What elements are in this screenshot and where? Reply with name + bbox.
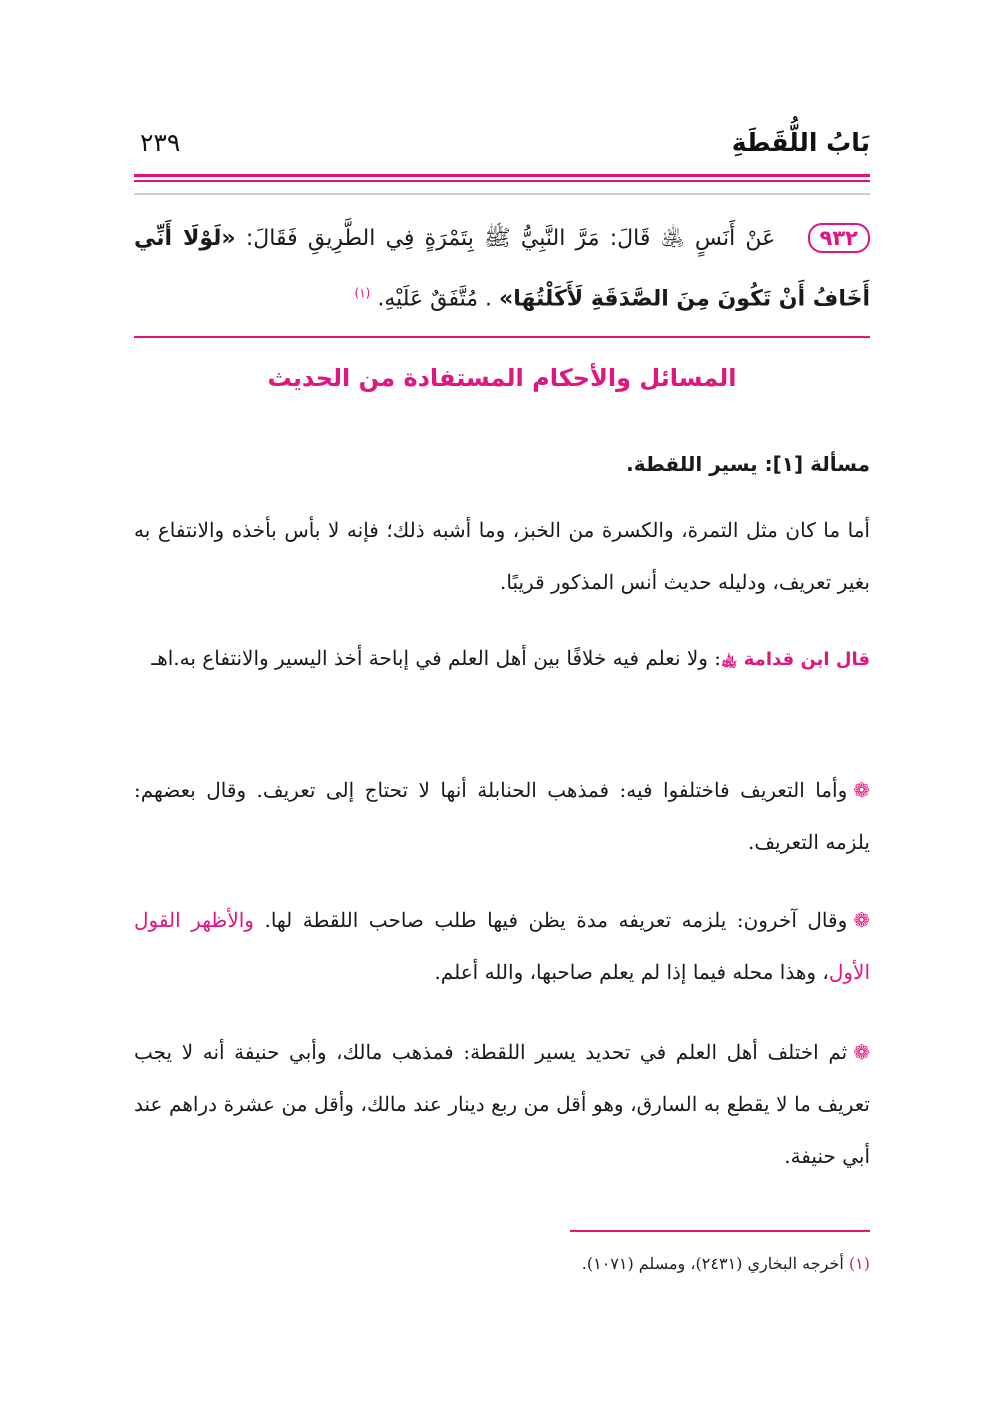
paragraph-4-text-b: ، وهذا محله فيما إذا لم يعلم صاحبها، والله أعلم. <box>434 960 829 984</box>
paragraph-5-text: ثم اختلف أهل العلم في تحديد يسير اللقطة: فمذهب مالك، وأبي حنيفة أنه لا يجب تعريف ما لا يقطع به السارق، وهو أقل من ربع دينار عند مالك، وأقل من عشرة دراهم عند أبي حنيفة. <box>134 1040 870 1168</box>
header-rule-bottom <box>134 180 870 182</box>
hadith-ending: . مُتَّفَقٌ عَلَيْهِ. <box>377 286 493 312</box>
paragraph-4 <box>134 894 870 998</box>
section-heading: المسائل والأحكام المستفادة من الحديث <box>267 364 737 392</box>
chapter-title: بَابُ اللُّقَطَةِ <box>731 128 870 157</box>
paragraph-4-text-a: وقال آخرون: يلزمه تعريفه مدة يظن فيها طلب صاحب اللقطة لها. <box>264 908 848 932</box>
hadith-number-badge: ٩٣٢ <box>808 223 870 253</box>
paragraph-3-text: وأما التعريف فاختلفوا فيه: فمذهب الحنابلة أنها لا تحتاج إلى تعريف. وقال بعضهم: يلزمه التعريف. <box>134 778 870 854</box>
footnote-number: (١) <box>848 1254 870 1273</box>
masala-title: يسير اللقطة. <box>626 452 758 476</box>
hadith-bottom-rule <box>134 336 870 338</box>
paragraph-1: أما ما كان مثل التمرة، والكسرة من الخبز، وما أشبه ذلك؛ فإنه لا بأس بأخذه والانتفاع به بغير تعريف، ودليله حديث أنس المذكور قريبًا. <box>134 518 870 594</box>
flower-bullet-icon: ❁ <box>853 1040 870 1064</box>
footnote-separator <box>570 1230 870 1232</box>
footnote <box>582 1254 870 1273</box>
flower-bullet-icon: ❁ <box>853 908 871 932</box>
hadith-top-divider <box>134 193 870 195</box>
hadith-quote: «لَوْلَا أَنِّي أَخَافُ أَنْ تَكُونَ مِنَ الصَّدَقَةِ لَأَكَلْتُهَا» <box>134 226 870 312</box>
paragraph-2 <box>134 632 870 686</box>
flower-bullet-icon: ❁ <box>853 778 870 802</box>
hadith-narration: عَنْ أَنَسٍ ﵁ قَالَ: مَرَّ النَّبِيُّ ﷺ بِتَمْرَةٍ فِي الطَّرِيقِ فَقَالَ: <box>235 226 776 251</box>
paragraph-5 <box>134 1026 870 1182</box>
hadith-text <box>134 212 870 326</box>
page-number: ٢٣٩ <box>140 128 181 157</box>
paragraph-3 <box>134 764 870 868</box>
masala-label: مسألة [١]: <box>764 452 870 476</box>
footnote-text: أخرجه البخاري (٢٤٣١)، ومسلم (١٠٧١). <box>581 1254 844 1273</box>
quoted-scholar: قال ابن قدامة ﵀ <box>721 649 870 670</box>
footnote-ref[interactable]: (١) <box>354 286 371 300</box>
preferred-opinion: والأظهر القول الأول <box>134 908 870 984</box>
paragraph-2-text: : ولا نعلم فيه خلافًا بين أهل العلم في إباحة أخذ اليسير والانتفاع به.اهـ <box>151 646 722 670</box>
masala-heading <box>626 452 870 476</box>
header-rule-top <box>134 174 870 177</box>
